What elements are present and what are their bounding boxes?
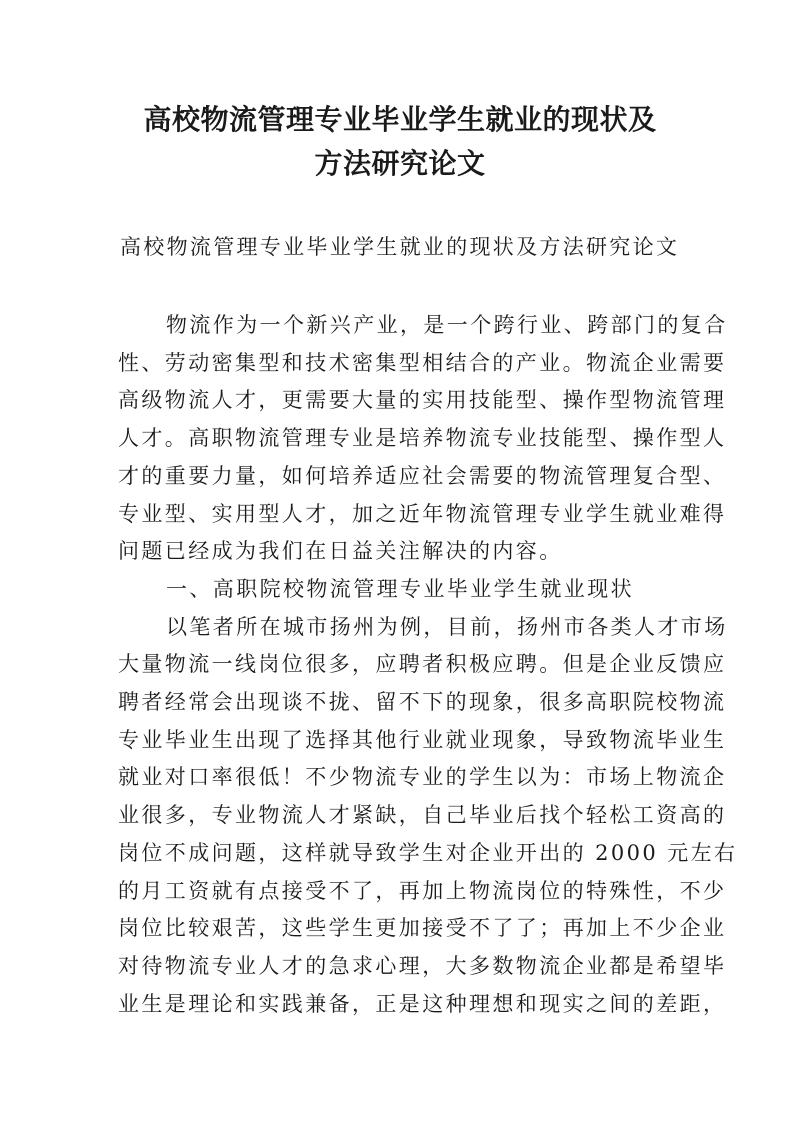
paragraph-line: 聘者经常会出现谈不拢、留不下的现象，很多高职院校物流 <box>118 690 727 715</box>
paragraph-line: 性、劳动密集型和技术密集型相结合的产业。物流企业需要 <box>118 350 727 375</box>
paragraph-line: 就业对口率很低！不少物流专业的学生以为：市场上物流企 <box>118 765 727 790</box>
paragraph-line: 专业毕业生出现了选择其他行业就业现象，导致物流毕业生 <box>118 727 727 752</box>
section-heading <box>118 571 690 609</box>
paragraph-line: 人才。高职物流管理专业是培养物流专业技能型、操作型人 <box>118 426 727 451</box>
paragraph-line: 岗位比较艰苦，这些学生更加接受不了了；再加上不少企业 <box>118 916 727 941</box>
paragraph-line: 问题已经成为我们在日益关注解决的内容。 <box>118 539 563 564</box>
paragraph-status <box>118 609 738 1024</box>
paragraph-line: 专业型、实用型人才，加之近年物流管理专业学生就业难得 <box>118 501 727 526</box>
title-line-2: 方法研究论文 <box>314 147 486 180</box>
paragraph-line: 以笔者所在城市扬州为例，目前，扬州市各类人才市场 <box>166 614 728 639</box>
paragraph-line: 业生是理论和实践兼备，正是这种理想和现实之间的差距， <box>118 991 727 1016</box>
paragraph-intro <box>118 307 728 571</box>
paragraph-line: 岗位不成问题，这样就导致学生对企业开出的 2000 元左右 <box>118 840 738 865</box>
paragraph-line: 的月工资就有点接受不了，再加上物流岗位的特殊性，不少 <box>118 878 727 903</box>
section-heading-text: 一、高职院校物流管理专业毕业学生就业现状 <box>166 576 634 601</box>
document-title <box>110 98 690 186</box>
paragraph-line: 大量物流一线岗位很多，应聘者积极应聘。但是企业反馈应 <box>118 652 727 677</box>
document-subtitle: 高校物流管理专业毕业学生就业的现状及方法研究论文 <box>120 235 680 259</box>
paragraph-line: 才的重要力量，如何培养适应社会需要的物流管理复合型、 <box>118 463 727 488</box>
paragraph-line: 对待物流专业人才的急求心理，大多数物流企业都是希望毕 <box>118 953 727 978</box>
paragraph-line: 高级物流人才，更需要大量的实用技能型、操作型物流管理 <box>118 388 727 413</box>
paragraph-line: 物流作为一个新兴产业，是一个跨行业、跨部门的复合 <box>166 313 728 337</box>
document-body <box>118 307 738 1023</box>
title-line-1: 高校物流管理专业毕业学生就业的现状及 <box>143 103 657 136</box>
paragraph-line: 业很多，专业物流人才紧缺，自己毕业后找个轻松工资高的 <box>118 803 727 828</box>
